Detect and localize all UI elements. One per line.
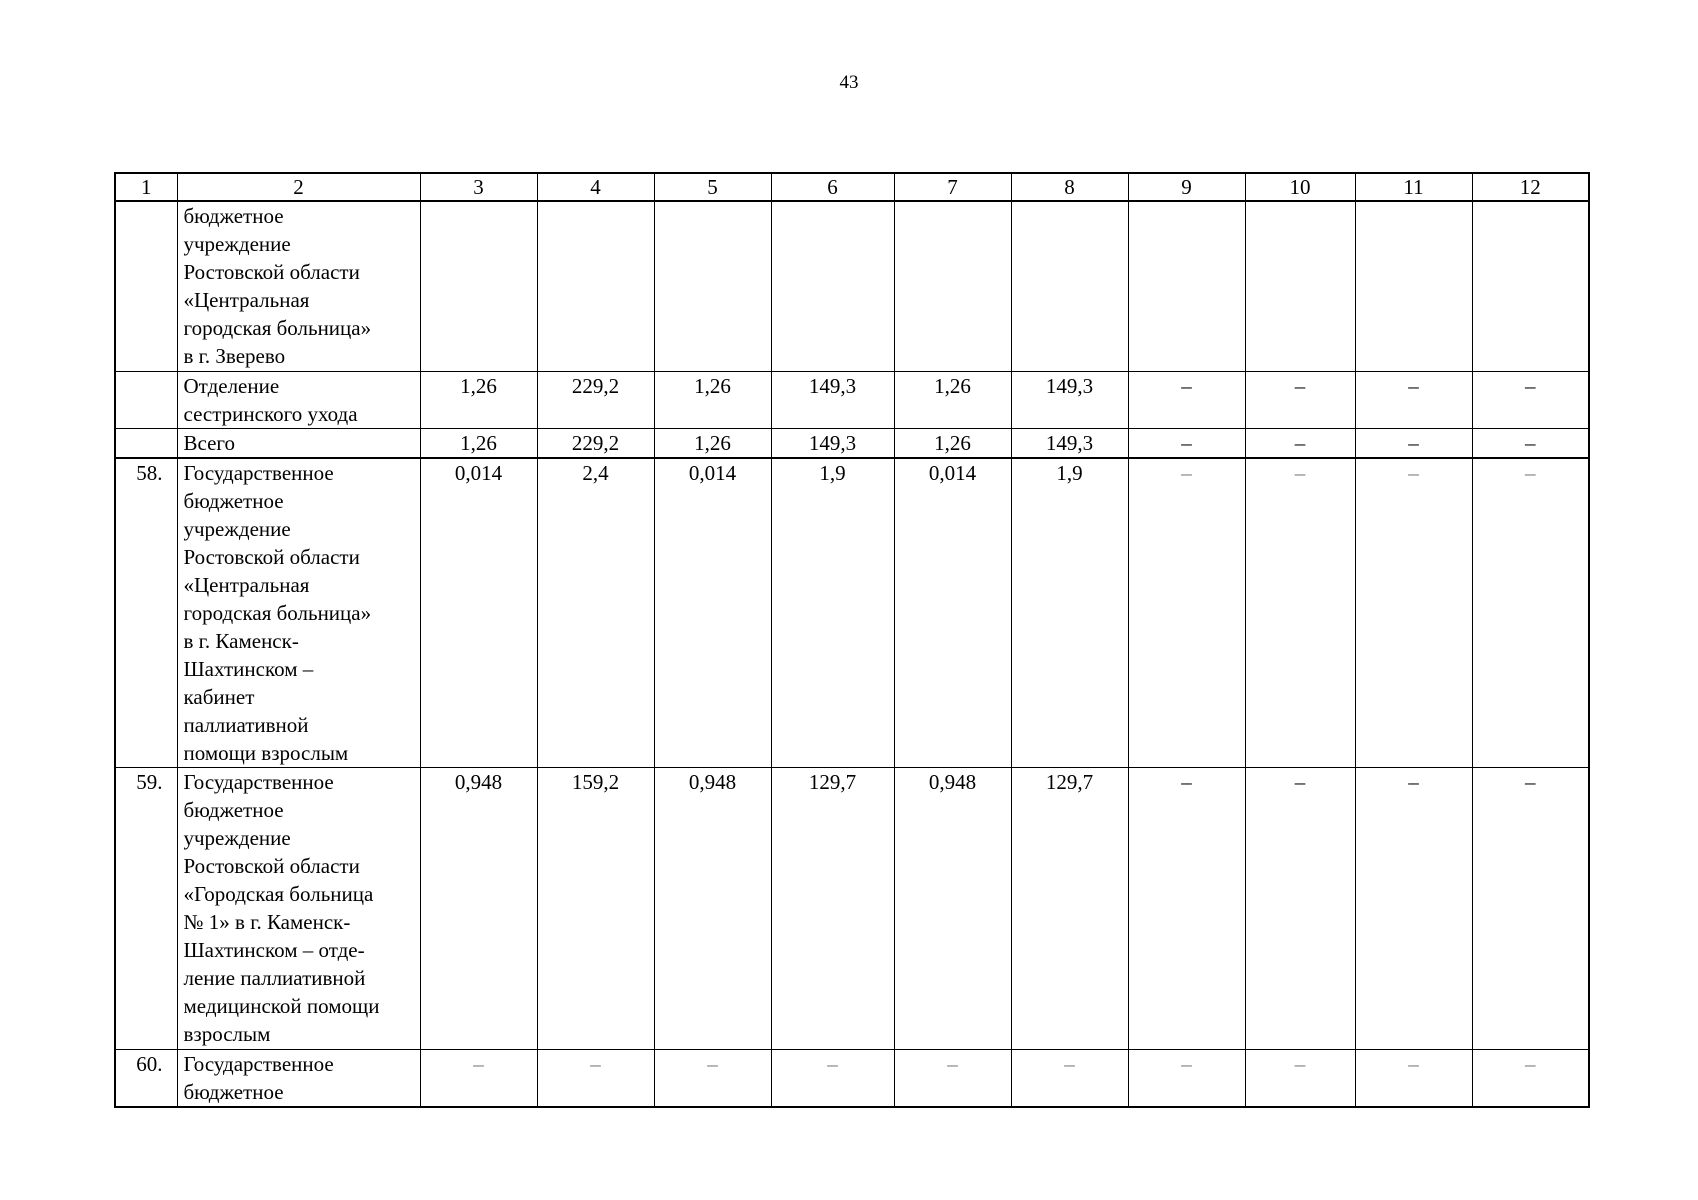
table-cell: – [1472,371,1589,428]
table-cell: – [1472,428,1589,458]
table-cell: 1,26 [894,371,1011,428]
table-cell: 129,7 [1011,768,1128,1050]
table-cell: – [1472,458,1589,768]
table-cell: 159,2 [537,768,654,1050]
table-cell: 0,014 [894,458,1011,768]
table-cell: 229,2 [537,371,654,428]
table-cell: – [1355,371,1472,428]
table-cell: 0,948 [894,768,1011,1050]
table-cell: – [1355,458,1472,768]
table-cell: 1,9 [771,458,894,768]
table-cell: 0,014 [420,458,537,768]
column-header: 5 [654,173,771,201]
table-cell: 2,4 [537,458,654,768]
institution-name: Отделение сестринского ухода [177,371,420,428]
table-cell: – [1128,768,1245,1050]
table-cell: – [1245,371,1355,428]
row-number [115,428,177,458]
table-cell [771,201,894,371]
column-header: 8 [1011,173,1128,201]
institution-name: бюджетное учреждение Ростовской области «Центральная городская больница» в г. Зверево [177,201,420,371]
table-cell: – [1245,768,1355,1050]
table-cell: – [1128,458,1245,768]
column-header: 1 [115,173,177,201]
table-cell: 149,3 [1011,371,1128,428]
column-header: 3 [420,173,537,201]
table-cell: – [537,1050,654,1108]
institution-name: Всего [177,428,420,458]
table-cell: 1,26 [654,371,771,428]
table-cell [1245,201,1355,371]
table-row [115,371,1589,428]
column-header: 10 [1245,173,1355,201]
table-row [115,458,1589,768]
column-header: 9 [1128,173,1245,201]
table-cell: – [894,1050,1011,1108]
table-cell [1472,201,1589,371]
table-cell: 0,948 [654,768,771,1050]
institution-name: Государственное бюджетное [177,1050,420,1108]
table-cell: 0,014 [654,458,771,768]
table-cell: 149,3 [771,428,894,458]
row-number: 59. [115,768,177,1050]
table-cell [654,201,771,371]
table-cell: – [1245,458,1355,768]
table-cell: 1,9 [1011,458,1128,768]
table-cell [1128,201,1245,371]
table-cell: – [1355,1050,1472,1108]
column-header: 6 [771,173,894,201]
table-row [115,1050,1589,1108]
row-number: 60. [115,1050,177,1108]
table-cell: 149,3 [1011,428,1128,458]
table-row [115,768,1589,1050]
table-row-total [115,428,1589,458]
table-cell [894,201,1011,371]
table-cell: – [1128,428,1245,458]
table-cell: – [771,1050,894,1108]
table-cell [1355,201,1472,371]
table-cell: – [1011,1050,1128,1108]
row-number [115,201,177,371]
table-cell: 1,26 [420,428,537,458]
table-header-row [115,173,1589,201]
table-cell: 129,7 [771,768,894,1050]
table-cell: – [1128,371,1245,428]
table-cell: 149,3 [771,371,894,428]
column-header: 2 [177,173,420,201]
institution-name: Государственное бюджетное учреждение Ростовской области «Городская больница № 1» в г. Каменск- Шахтинском – отде- ление паллиативной медицинской помощи взрослым [177,768,420,1050]
table-cell [537,201,654,371]
table-cell: – [1245,428,1355,458]
table-cell [420,201,537,371]
table-cell: 1,26 [420,371,537,428]
table-cell: – [1245,1050,1355,1108]
table-cell: – [1472,768,1589,1050]
table-cell: – [1128,1050,1245,1108]
column-header: 7 [894,173,1011,201]
table-cell: 0,948 [420,768,537,1050]
table-cell: 1,26 [654,428,771,458]
institution-name: Государственное бюджетное учреждение Ростовской области «Центральная городская больница» в г. Каменск- Шахтинском – кабинет паллиативной помощи взрослым [177,458,420,768]
table-cell: 1,26 [894,428,1011,458]
row-number: 58. [115,458,177,768]
table-cell: 229,2 [537,428,654,458]
column-header: 4 [537,173,654,201]
data-table [114,172,1590,1108]
column-header: 11 [1355,173,1472,201]
page-number: 43 [839,72,859,93]
table-cell [1011,201,1128,371]
row-number [115,371,177,428]
table-cell: – [1472,1050,1589,1108]
table-cell: – [654,1050,771,1108]
table-row [115,201,1589,371]
table-cell: – [1355,428,1472,458]
table-cell: – [1355,768,1472,1050]
table-cell: – [420,1050,537,1108]
column-header: 12 [1472,173,1589,201]
